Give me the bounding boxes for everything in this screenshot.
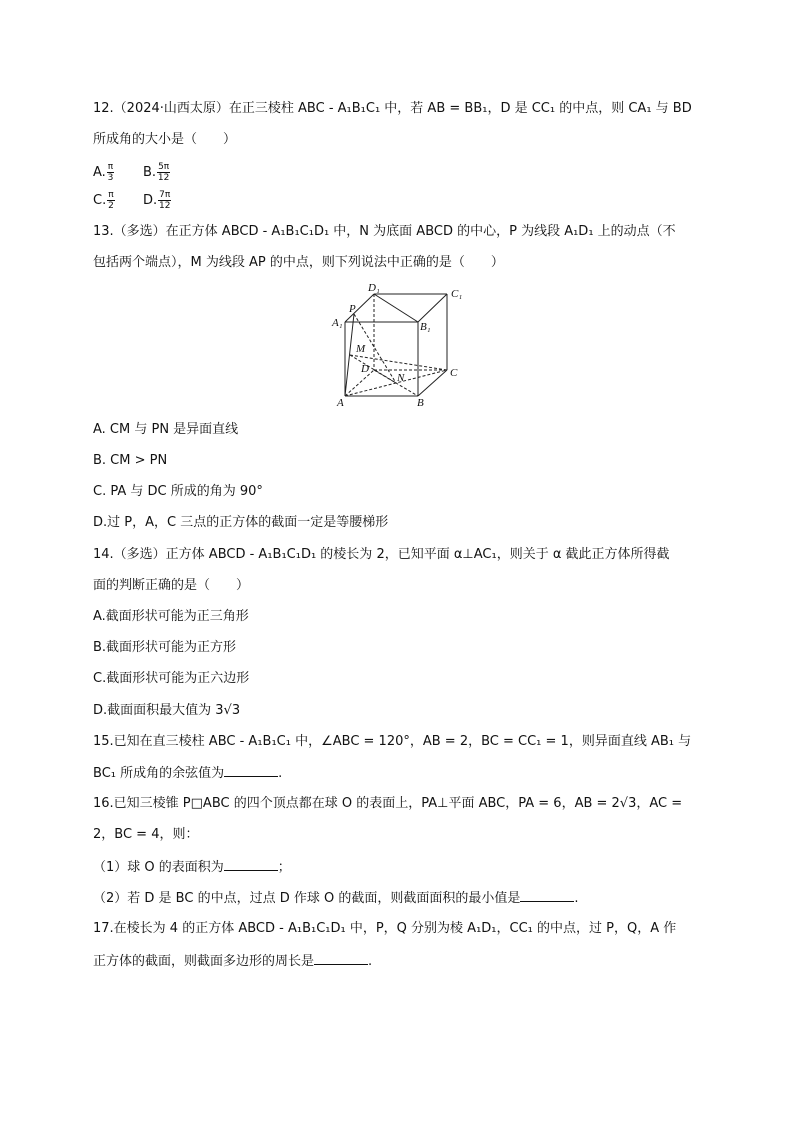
q17-line1: 17.在棱长为 4 的正方体 ABCD - A₁B₁C₁D₁ 中，P，Q 分别为棱 A₁D₁，CC₁ 的中点，过 P，Q，A 作 bbox=[93, 921, 677, 936]
q17-line2: 正方体的截面，则截面多边形的周长是 . bbox=[93, 954, 373, 969]
label-D1: D₁ bbox=[368, 282, 380, 294]
fraction: $\frac{\pi}{2}$ bbox=[108, 190, 114, 211]
label-N: N bbox=[397, 372, 405, 384]
q14-option-b: B.截面形状可能为正方形 bbox=[93, 640, 237, 655]
fraction: $\frac{\pi}{3}$ bbox=[107, 162, 114, 183]
q12-line1: 12.（2024·山西太原）在正三棱柱 ABC - A₁B₁C₁ 中，若 AB = BB₁，D 是 CC₁ 的中点，则 CA₁ 与 BD bbox=[93, 101, 692, 116]
q16-line2: 2，BC = 4，则： bbox=[93, 827, 199, 842]
answer-blank[interactable] bbox=[224, 858, 278, 871]
q12-option-a: A. $\frac{\pi}{3}$ bbox=[93, 162, 114, 183]
q14-line1: 14.（多选）正方体 ABCD - A₁B₁C₁D₁ 的棱长为 2，已知平面 α⊥AC₁，则关于 α 截此正方体所得截 bbox=[93, 547, 670, 562]
q16-line1: 16.已知三棱锥 P□ABC 的四个顶点都在球 O 的表面上，PA⊥平面 ABC，PA = 6，AB = 2√3，AC = bbox=[93, 796, 683, 811]
q13-option-a: A. CM 与 PN 是异面直线 bbox=[93, 422, 239, 437]
answer-blank[interactable] bbox=[314, 952, 368, 965]
q13-option-d: D.过 P，A，C 三点的正方体的截面一定是等腰梯形 bbox=[93, 515, 389, 530]
q12-option-c: C. $\frac{\pi}{2}$ bbox=[93, 190, 114, 211]
q14-option-c: C.截面形状可能为正六边形 bbox=[93, 671, 250, 686]
q16-sub1: （1）球 O 的表面积为 ； bbox=[93, 860, 291, 875]
label-C1: C₁ bbox=[451, 288, 463, 300]
q12-option-d: D. $\frac{7\pi}{12}$ bbox=[143, 190, 171, 211]
q13-line2: 包括两个端点），M 为线段 AP 的中点，则下列说法中正确的是（ ） bbox=[93, 255, 504, 270]
q13-line1: 13.（多选）在正方体 ABCD - A₁B₁C₁D₁ 中，N 为底面 ABCD 的中心，P 为线段 A₁D₁ 上的动点（不 bbox=[93, 224, 676, 239]
q14-option-a: A.截面形状可能为正三角形 bbox=[93, 609, 249, 624]
q12-line2: 所成角的大小是（ ） bbox=[93, 132, 237, 147]
q15-line2: BC₁ 所成角的余弦值为 . bbox=[93, 766, 283, 781]
label-A: A bbox=[337, 397, 344, 409]
q15-line1: 15.已知在直三棱柱 ABC - A₁B₁C₁ 中，∠ABC = 120°，AB = 2，BC = CC₁ = 1，则异面直线 AB₁ 与 bbox=[93, 734, 692, 749]
label-A1: A₁ bbox=[332, 317, 343, 329]
q12-option-b: B. $\frac{5\pi}{12}$ bbox=[143, 162, 170, 183]
label-P: P bbox=[349, 303, 356, 315]
label-C: C bbox=[450, 367, 458, 379]
q14-option-d: D.截面面积最大值为 3√3 bbox=[93, 703, 241, 718]
q16-sub2: （2）若 D 是 BC 的中点，过点 D 作球 O 的截面，则截面面积的最小值是 . bbox=[93, 891, 579, 906]
q13-option-c: C. PA 与 DC 所成的角为 90° bbox=[93, 484, 263, 499]
fraction: $\frac{7\pi}{12}$ bbox=[159, 190, 171, 211]
fraction: $\frac{5\pi}{12}$ bbox=[157, 162, 170, 183]
label-B1: B₁ bbox=[420, 321, 431, 333]
q14-line2: 面的判断正确的是（ ） bbox=[93, 578, 250, 593]
answer-blank[interactable] bbox=[224, 764, 278, 777]
label-D: D bbox=[361, 363, 369, 375]
answer-blank[interactable] bbox=[520, 889, 574, 902]
label-B: B bbox=[417, 397, 424, 409]
label-M: M bbox=[356, 343, 366, 355]
q13-option-b: B. CM > PN bbox=[93, 453, 168, 468]
cube-figure bbox=[330, 280, 470, 410]
